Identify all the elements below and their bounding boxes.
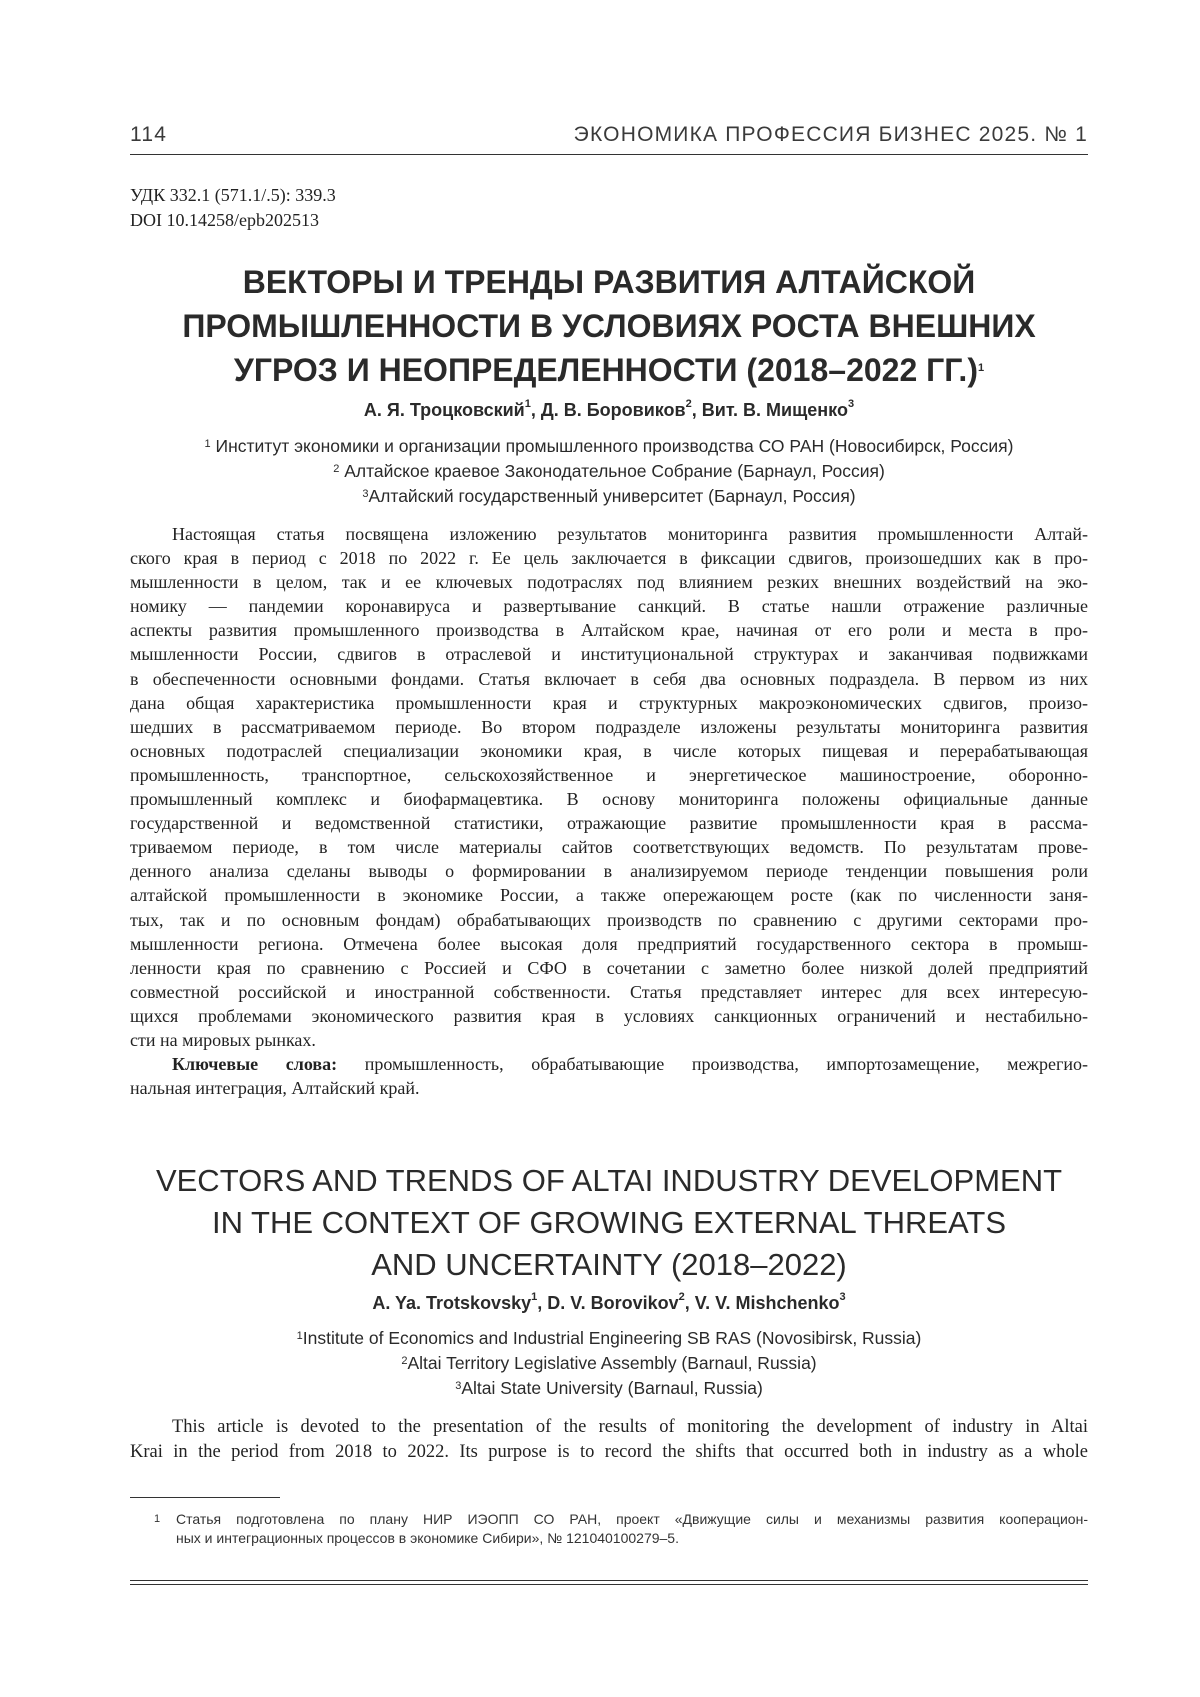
abstract-ru-line: триваемом периоде, в том числе материалы сайтов соответствующих ведомств. По результатам прове- <box>130 837 1088 858</box>
title-ru-line-3-text: УГРОЗ И НЕОПРЕДЕЛЕННОСТИ (2018–2022 ГГ.) <box>233 352 978 388</box>
abstract-ru-line: алтайской промышленности в экономике России, а также опережающем росте (как по численности заня- <box>130 885 1088 906</box>
abstract-ru-line: мышленности в целом, так и ее ключевых подотраслях под влиянием резких внешних воздействий на эко- <box>130 572 1088 593</box>
journal-title: ЭКОНОМИКА ПРОФЕССИЯ БИЗНЕС 2025. № 1 <box>573 123 1088 146</box>
affiliation-en-1-text: Institute of Economics and Industrial Engineering SB RAS (Novosibirsk, Russia) <box>302 1328 922 1348</box>
author-en-3-sup: 3 <box>839 1291 846 1303</box>
affiliation-ru-1 <box>130 434 1088 459</box>
keywords-label: Ключевые слова: <box>172 1054 338 1075</box>
abstract-ru-line: денного анализа сделаны выводы о формировании в анализируемом периоде тенденции повышения роли <box>130 861 1088 882</box>
abstract-ru-line: ского края в период с 2018 по 2022 г. Ее цель заключается в фиксации сдвигов, произошедших как в про- <box>130 548 1088 569</box>
abstract-ru-line: щихся проблемами экономического развития края в условиях санкционных ограничений и нестабильно- <box>130 1005 1088 1026</box>
footnote-line-1: Статья подготовлена по плану НИР ИЭОПП СО РАН, проект «Движущие силы и механизмы развития кооперацион- <box>176 1511 1088 1527</box>
affiliation-ru-3-text: Алтайский государственный университет (Барнаул, Россия) <box>368 486 856 506</box>
affiliation-ru-1-text: Институт экономики и организации промышленного производства СО РАН (Новосибирск, Россия) <box>215 436 1014 456</box>
title-footnote-mark[interactable]: 1 <box>977 362 985 374</box>
abstract-ru-line: совместной российской и иностранной собственности. Статья представляет интерес для всех интересую- <box>130 981 1088 1002</box>
affiliation-ru-3 <box>130 484 1088 509</box>
affiliation-en-1-sup: 1 <box>296 1330 303 1342</box>
running-header <box>130 123 1088 153</box>
affiliation-ru-2-sup: 2 <box>333 463 340 475</box>
footnote-rule <box>130 1497 280 1498</box>
abstract-ru-line: тых, так и по основным фондам) обрабатывающих производств по сравнению с другими секторами про- <box>130 909 1088 930</box>
author-en-2: D. V. Borovikov <box>547 1293 679 1313</box>
affiliations-russian <box>130 434 1088 509</box>
author-en-1: A. Ya. Trotskovsky <box>372 1293 532 1313</box>
abstract-ru-line: ленности края по сравнению с Россией и СФО в сочетании с заметно более низкой долей предприятий <box>130 957 1088 978</box>
author-en-2-sup: 2 <box>678 1291 685 1303</box>
abstract-en-line: Krai in the period from 2018 to 2022. Its purpose is to record the shifts that occurred both in industry as a whole <box>130 1442 1088 1462</box>
keywords-ru-line-2: нальная интеграция, Алтайский край. <box>130 1078 420 1099</box>
affiliation-en-3 <box>130 1376 1088 1401</box>
affiliations-english <box>130 1326 1088 1401</box>
abstract-ru-line: Настоящая статья посвящена изложению результатов мониторинга развития промышленности Алтай- <box>172 524 1088 544</box>
abstract-ru-line: промышленность, транспортное, сельскохозяйственное и энергетическое машиностроение, оборонно- <box>130 764 1088 785</box>
abstract-ru-line: промышленный комплекс и биофармацевтика. В основу мониторинга положены официальные данные <box>130 789 1088 810</box>
abstract-ru-line: сти на мировых рынках. <box>130 1029 316 1050</box>
author-ru-2-sup: 2 <box>685 398 692 410</box>
footnote-mark: 1 <box>154 1513 161 1525</box>
abstract-en-line: This article is devoted to the presentation of the results of monitoring the development of industry in Altai <box>172 1417 1088 1437</box>
keywords-ru-line-1 <box>130 1052 1088 1076</box>
title-ru-line-2: ПРОМЫШЛЕННОСТИ В УСЛОВИЯХ РОСТА ВНЕШНИХ <box>182 308 1036 344</box>
abstract-ru-line: мышленности региона. Отмечена более высокая доля предприятий государственного сектора в промыш- <box>130 933 1088 954</box>
affiliation-en-3-sup: 3 <box>455 1380 462 1392</box>
affiliation-en-1 <box>130 1326 1088 1351</box>
affiliation-ru-2 <box>130 459 1088 484</box>
abstract-russian <box>130 522 1088 1100</box>
author-en-3: V. V. Mishchenko <box>694 1293 840 1313</box>
page-number: 114 <box>130 123 168 146</box>
authors-english: A. Ya. Trotskovsky$^1$, D. V. Borovikov$^2$, V. V. Mishchenko$^3$ <box>372 1291 846 1313</box>
abstract-ru-line: в обеспеченности основными фондами. Статья включает в себя два основных подраздела. В первом из них <box>130 668 1088 689</box>
abstract-ru-line: государственной и ведомственной статистики, отражающие развитие промышленности края в рассма- <box>130 813 1088 834</box>
author-ru-2: Д. В. Боровиков <box>540 400 686 420</box>
title-russian <box>130 260 1088 392</box>
abstract-ru-line: номику — пандемии коронавируса и развертывание санкций. В статье нашли отражение различные <box>130 596 1088 617</box>
udc-code: УДК 332.1 (571.1/.5): 339.3 <box>130 185 336 205</box>
title-en-line-2: IN THE CONTEXT OF GROWING EXTERNAL THREATS <box>211 1205 1007 1240</box>
abstract-ru-line: дана общая характеристика промышленности края и структурных макроэкономических сдвигов, произо- <box>130 692 1088 713</box>
footnote-text <box>176 1510 1088 1548</box>
title-ru-line-1: ВЕКТОРЫ И ТРЕНДЫ РАЗВИТИЯ АЛТАЙСКОЙ <box>242 264 976 300</box>
author-ru-1: А. Я. Троцковский <box>363 400 525 420</box>
doi[interactable]: DOI 10.14258/epb202513 <box>130 210 319 230</box>
abstract-ru-line: аспекты развития промышленного производства в Алтайском крае, начиная от его роли и места в про- <box>130 620 1088 641</box>
affiliation-en-2-sup: 2 <box>401 1355 408 1367</box>
abstract-ru-line: мышленности России, сдвигов в отраслевой и институциональной структурах и заканчивая подвижками <box>130 644 1088 665</box>
abstract-ru-line: шедших в рассматриваемом периоде. Во втором подразделе изложены результаты мониторинга развития <box>130 716 1088 737</box>
title-english <box>130 1160 1088 1286</box>
abstract-english <box>130 1415 1088 1465</box>
authors-russian: А. Я. Троцковский$^1$, Д. В. Боровиков$^2$, Вит. В. Мищенко$^3$ <box>363 398 855 420</box>
title-en-line-3: AND UNCERTAINTY (2018–2022) <box>371 1247 847 1282</box>
author-ru-3: Вит. В. Мищенко <box>701 400 848 420</box>
header-rule <box>130 154 1088 155</box>
affiliation-ru-2-text: Алтайское краевое Законодательное Собрание (Барнаул, Россия) <box>344 461 885 481</box>
affiliation-ru-3-sup: 3 <box>362 488 369 500</box>
author-ru-1-sup: 1 <box>524 398 531 410</box>
affiliation-en-3-text: Altai State University (Barnaul, Russia) <box>461 1378 763 1398</box>
affiliation-en-2-text: Altai Territory Legislative Assembly (Barnaul, Russia) <box>407 1353 817 1373</box>
affiliation-en-2 <box>130 1351 1088 1376</box>
affiliation-ru-1-sup: 1 <box>204 438 211 450</box>
bottom-double-rule <box>130 1580 1088 1585</box>
title-en-line-1: VECTORS AND TRENDS OF ALTAI INDUSTRY DEVELOPMENT <box>155 1163 1063 1198</box>
title-ru-line-3 <box>130 348 1088 392</box>
author-en-1-sup: 1 <box>531 1291 538 1303</box>
footnote-line-2: ных и интеграционных процессов в экономике Сибири», № 121040100279–5. <box>176 1530 679 1546</box>
abstract-ru-line: основных подотраслей специализации экономики края, в числе которых пищевая и перерабатывающая <box>130 740 1088 761</box>
keywords-ru-text-1: промышленность, обрабатывающие производства, импортозамещение, межрегио- <box>337 1054 1088 1075</box>
footnote <box>130 1510 1088 1548</box>
author-ru-3-sup: 3 <box>847 398 855 410</box>
article-metadata <box>130 183 336 233</box>
